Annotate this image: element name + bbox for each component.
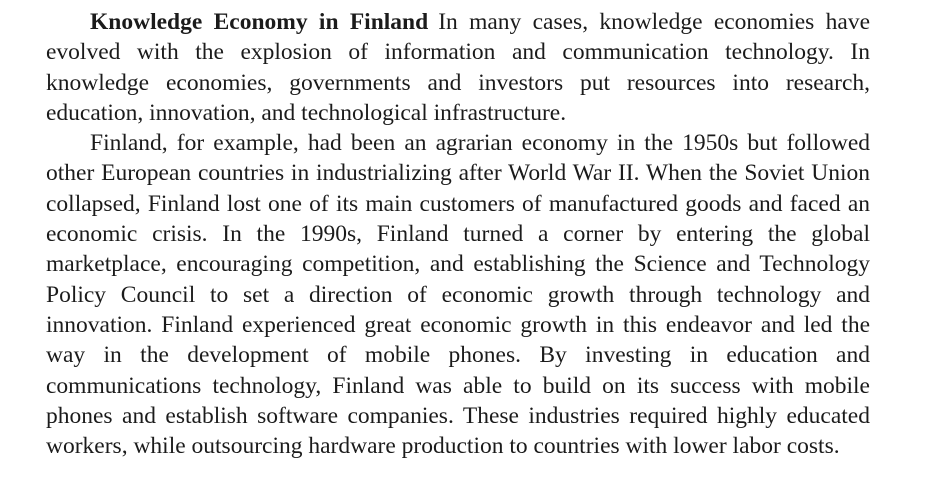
- paragraph-intro-text: In many cases, knowledge economies have evolved with the explosion of information and communication technology. In knowledge economies, governments and investors put resources into research, education, innovation, and technological infrastructure.: [46, 9, 870, 126]
- paragraph-finland: Finland, for example, had been an agrarian economy in the 1950s but followed other European countries in industrializing after World War II. When the Soviet Union collapsed, Finland lost one of its main customers of manufactured goods and faced an economic crisis. In the 1990s, Finland turned a corner by entering the global marketplace, encouraging competition, and establishing the Science and Technology Policy Council to set a direction of economic growth through technology and innovation. Finland experienced great economic growth in this endeavor and led the way in the development of mobile phones. By investing in education and communications technology, Finland was able to build on its success with mobile phones and establish software companies. These industries required highly educated workers, while outsourcing hardware production to countries with lower labor costs.: [46, 130, 870, 460]
- paragraph-intro: [46, 7, 870, 128]
- section-heading: Knowledge Economy in Finland: [90, 9, 429, 35]
